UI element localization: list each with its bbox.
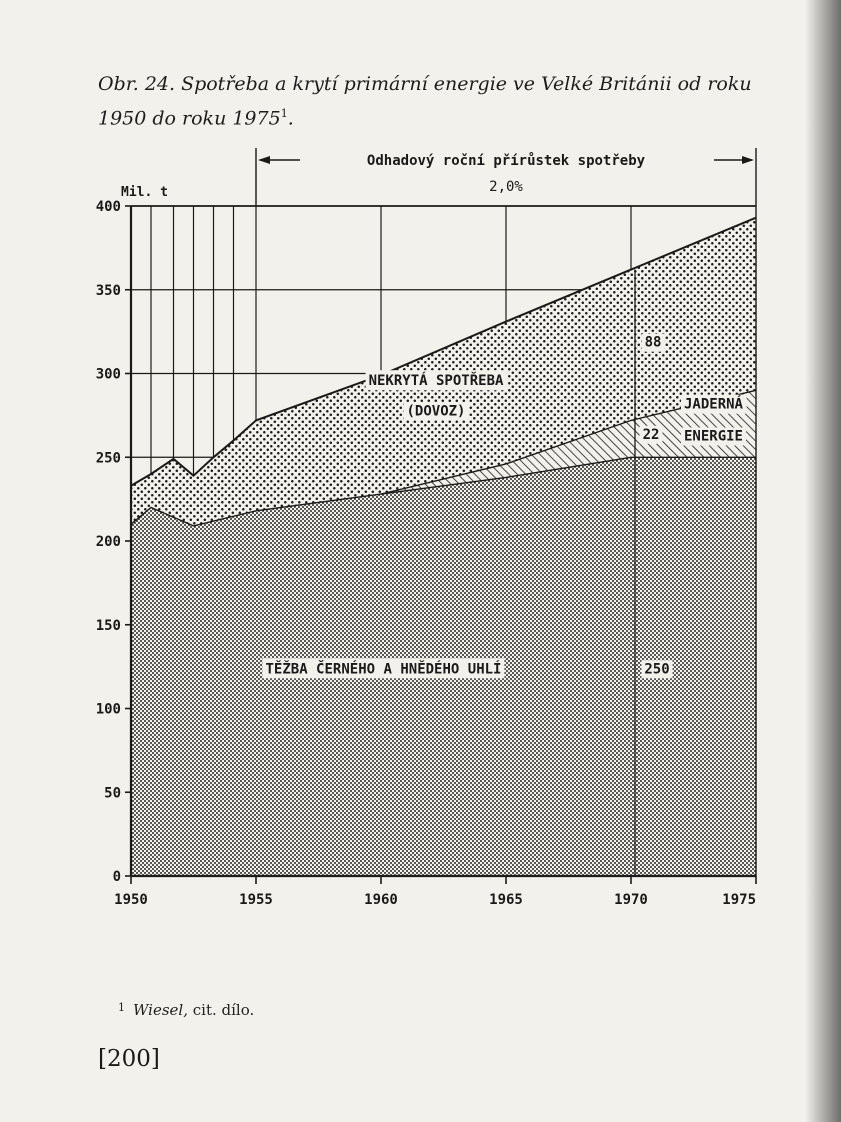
series-label-nuclear-2: ENERGIE <box>683 428 744 445</box>
x-tick-label: 1965 <box>489 892 523 908</box>
footnote-author: Wiesel, <box>133 1001 188 1019</box>
x-tick-label: 1955 <box>239 892 273 908</box>
y-tick-label: 400 <box>95 199 121 215</box>
x-tick-label: 1950 <box>114 892 148 908</box>
y-tick-label: 0 <box>112 869 121 885</box>
series-label-import: NEKRYTÁ SPOTŘEBA <box>368 373 504 390</box>
y-tick-label: 150 <box>95 617 121 634</box>
caption-footnote-ref: 1 <box>280 107 288 120</box>
top-note-text: Odhadový roční přírůstek spotřeby <box>366 153 646 169</box>
top-note-value: 2,0% <box>489 179 523 195</box>
y-tick-label: 200 <box>95 534 121 550</box>
y-tick-label: 300 <box>95 366 121 383</box>
y-tick-label: 100 <box>95 701 121 718</box>
footnote <box>118 1001 254 1019</box>
x-tick-label: 1960 <box>364 892 398 908</box>
x-tick-label: 1970 <box>614 892 648 908</box>
y-unit-label: Mil. t <box>121 185 168 200</box>
y-tick-label: 350 <box>95 282 121 299</box>
page-edge-shadow <box>805 0 841 1122</box>
footnote-text: cit. dílo. <box>192 1001 255 1019</box>
value-label-coal-1970: 250 <box>644 661 670 678</box>
series-label-coal: TĚŽBA ČERNÉHO A HNĚDÉHO UHLÍ <box>265 661 502 678</box>
caption-text: Obr. 24. Spotřeba a krytí primární energie ve Velké Británii od roku 1950 do roku 1975 <box>98 73 752 130</box>
footnote-mark: 1 <box>118 1001 125 1014</box>
y-tick-label: 50 <box>104 785 121 802</box>
value-label-nuclear-1970: 22 <box>642 426 660 443</box>
figure-caption: Obr. 24. Spotřeba a krytí primární energie ve Velké Británii od roku 1950 do roku 1975$^1$. <box>98 73 752 130</box>
x-tick-label: 1975 <box>722 892 756 908</box>
series-label-nuclear: JADERNÁ <box>683 396 744 413</box>
page-number: [200] <box>98 1046 160 1072</box>
series-label-import-2: (DOVOZ) <box>406 403 466 420</box>
value-label-import-1970: 88 <box>644 334 662 351</box>
y-tick-label: 250 <box>95 450 121 467</box>
